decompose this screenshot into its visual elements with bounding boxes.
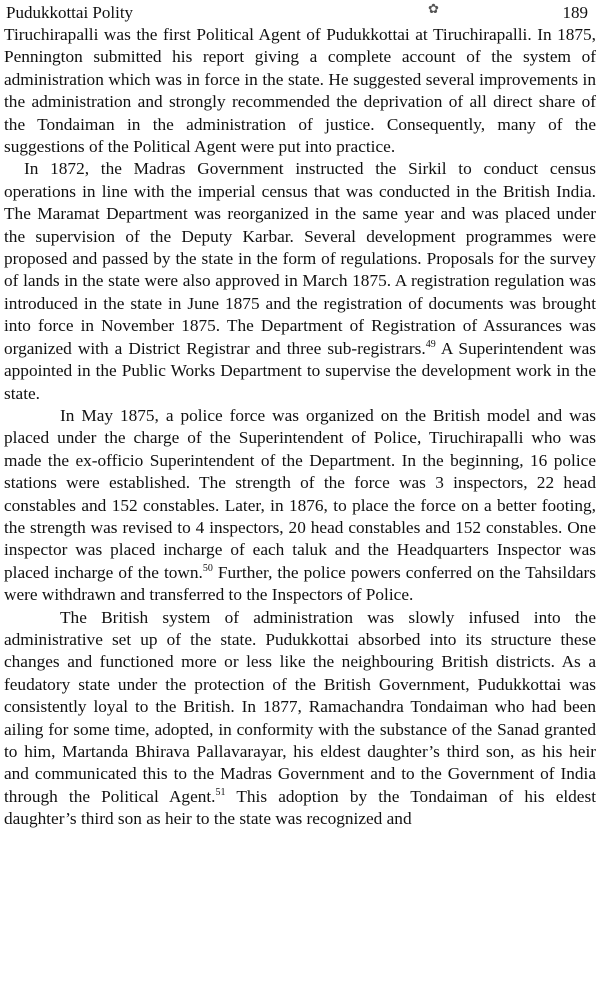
paragraph-text: In May 1875, a police force was organized on the British model and was placed under the charge of the Superintendent of Police, Tiruchirapalli who was made the ex-officio Superintendent of the Department. In the beginning, 16 police stations were established. The strength of the force was 3 inspectors, 22 head constables and 152 constables. Later, in 1876, to place the force on a better footing, the strength was revised to 4 inspectors, 20 head constables and 152 constables. One inspector was placed incharge of each taluk and the Headquarters Inspector was placed incharge of the town. <box>4 405 596 582</box>
paragraph <box>4 405 596 607</box>
ornament-icon: ✿ <box>428 1 439 16</box>
paragraph <box>4 158 596 404</box>
paragraph-text: In 1872, the Madras Government instructed the Sirkil to conduct census operations in line with the imperial census that was conducted in the British India. The Maramat Department was reorganized in the same year and was placed under the supervision of the Deputy Karbar. Several development programmes were proposed and passed by the state in the form of regulations. Proposals for the survey of lands in the state were also approved in March 1875. A registration regulation was introduced in the state in June 1875 and the registration of documents was brought into force in November 1875. The Department of Registration of Assurances was organized with a District Registrar and three sub-registrars. <box>4 159 596 358</box>
body-text <box>4 24 596 831</box>
page-number: 189 <box>562 3 588 22</box>
running-title: Pudukkottai Polity <box>6 3 134 22</box>
paragraph <box>4 24 596 158</box>
paragraph-text: The British system of administration was slowly infused into the administrative set up of the state. Pudukkottai absorbed into its structure these changes and functioned more or less like the neighbouring British districts. As a feudatory state under the protection of the British Government, Pudukkottai was consistently loyal to the British. In 1877, Ramachandra Tondaiman who had been ailing for some time, adopted, in conformity with the substance of the Sanad granted to him, Martanda Bhirava Pallavarayar, his eldest daughter’s third son, as his heir and communicated this to the Madras Government and to the Government of India through the Political Agent. <box>4 607 596 806</box>
paragraph-text: A Superintendent was appointed in the Public Works Department to supervise the development work in the state. <box>4 338 596 403</box>
footnote-marker: 51 <box>215 786 226 798</box>
paragraph-text: Tiruchirapalli was the first Political Agent of Pudukkottai at Tiruchirapalli. In 1875, Pennington submitted his report giving a complete account of the system of administration which was in force in the state. He suggested several improvements in the administration and strongly recommended the deprivation of all direct share of the Tondaiman in the administration of justice. Consequently, many of the suggestions of the Political Agent were put into practice. <box>4 25 596 157</box>
footnote-marker: 50 <box>202 562 213 574</box>
paragraph-text: Further, the police powers conferred on the Tahsildars were withdrawn and transferred to the Inspectors of Police. <box>4 562 596 605</box>
paragraph <box>4 607 596 831</box>
footnote-marker: 49 <box>425 338 436 350</box>
running-head <box>4 0 596 24</box>
paragraph-text: This adoption by the Tondaiman of his eldest daughter’s third son as heir to the state was recognized and <box>4 786 597 829</box>
